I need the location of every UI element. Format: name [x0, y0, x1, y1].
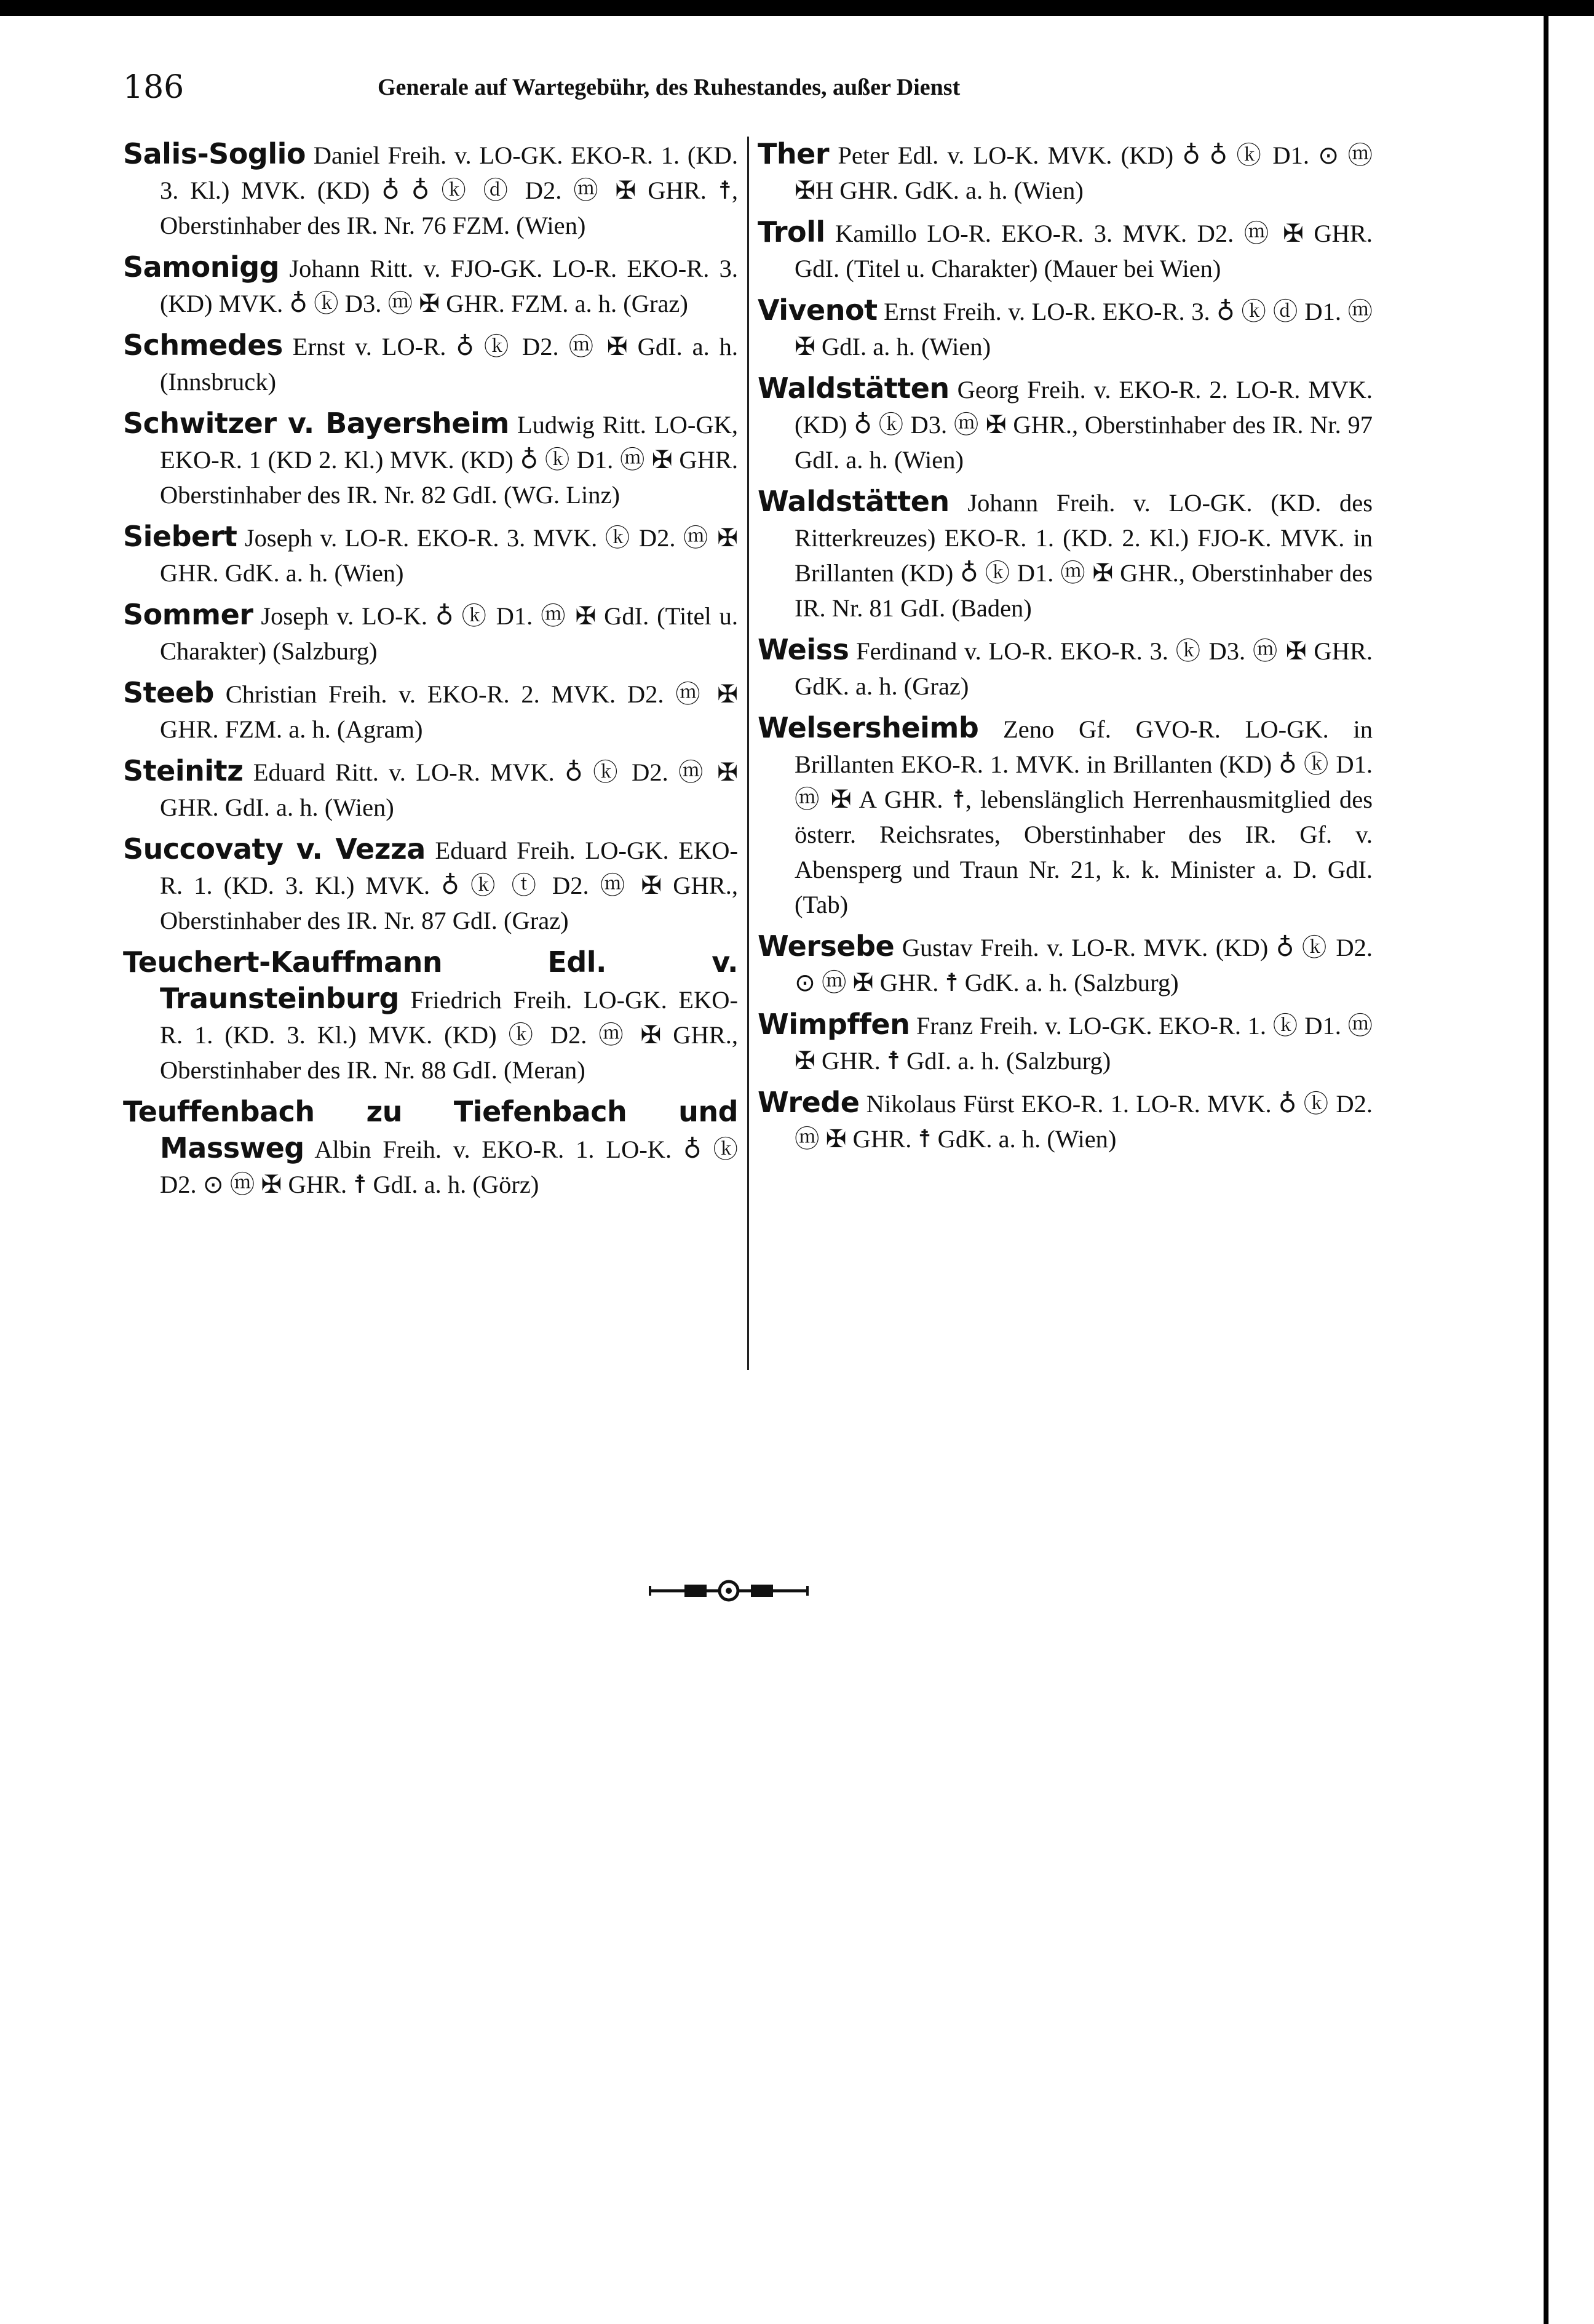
entry-text: Christian Freih. v. EKO-R. 2. MVK. D2. ⓜ ✠ GHR. FZM. a. h. (Agram) — [160, 680, 739, 743]
entry-text: Daniel Freih. v. LO-GK. EKO-R. 1. (KD. 3. Kl.) MVK. (KD) ♁ ♁ ⓚ ⓓ D2. ⓜ ✠ GHR. ☨, Oberstinhaber des IR. Nr. 76 FZM. (Wien) — [160, 141, 739, 239]
end-ornament — [649, 1578, 809, 1603]
list-item — [123, 328, 738, 399]
entry-name: Wrede — [758, 1086, 860, 1119]
list-item — [123, 832, 738, 938]
entry-name: Wimpffen — [758, 1008, 910, 1041]
list-item — [758, 1085, 1373, 1156]
list-item — [123, 945, 738, 1088]
entry-name: Waldstätten — [758, 372, 950, 405]
left-column — [123, 137, 738, 1209]
page-number: 186 — [123, 69, 184, 106]
entry-name: Teuffenbach zu Tiefenbach und Massweg — [123, 1095, 738, 1164]
list-item — [123, 597, 738, 669]
entry-name: Samonigg — [123, 250, 280, 284]
entry-text: Friedrich Freih. LO-GK. EKO-R. 1. (KD. 3. Kl.) MVK. (KD) ⓚ D2. ⓜ ✠ GHR., Oberstinhaber des IR. Nr. 88 GdI. (Meran) — [160, 986, 738, 1084]
scan-border-right — [1544, 0, 1548, 2324]
entry-text: Joseph v. LO-K. ♁ ⓚ D1. ⓜ ✠ GdI. (Titel u. Charakter) (Salzburg) — [160, 602, 738, 665]
entry-text: Ernst v. LO-R. ♁ ⓚ D2. ⓜ ✠ GdI. a. h. (Innsbruck) — [160, 333, 739, 396]
list-item — [758, 215, 1373, 286]
list-item — [758, 484, 1373, 626]
list-item — [758, 293, 1373, 364]
entry-name: Vivenot — [758, 293, 878, 327]
entry-name: Weiss — [758, 633, 849, 666]
entry-text: Johann Ritt. v. FJO-GK. LO-R. EKO-R. 3. (KD) MVK. ♁ ⓚ D3. ⓜ ✠ GHR. FZM. a. h. (Graz) — [160, 255, 738, 317]
entry-name: Ther — [758, 137, 830, 170]
entry-text: Kamillo LO-R. EKO-R. 3. MVK. D2. ⓜ ✠ GHR. GdI. (Titel u. Charakter) (Mauer bei Wien) — [795, 220, 1373, 282]
list-item — [758, 1007, 1373, 1078]
entry-text: Georg Freih. v. EKO-R. 2. LO-R. MVK. (KD) ♁ ⓚ D3. ⓜ ✠ GHR., Oberstinhaber des IR. Nr. 97 GdI. a. h. (Wien) — [795, 376, 1373, 474]
right-column — [758, 137, 1373, 1163]
entry-text: Albin Freih. v. EKO-R. 1. LO-K. ♁ ⓚ D2. ⊙ ⓜ ✠ GHR. ☨ GdI. a. h. (Görz) — [160, 1136, 739, 1198]
list-item — [123, 406, 738, 512]
entry-name: Teuchert-Kauffmann Edl. v. Traunsteinburg — [123, 945, 738, 1015]
list-item — [758, 632, 1373, 704]
entry-text: Ludwig Ritt. LO-GK, EKO-R. 1 (KD 2. Kl.) MVK. (KD) ♁ ⓚ D1. ⓜ ✠ GHR. Oberstinhaber des IR. Nr. 82 GdI. (WG. Linz) — [160, 411, 738, 509]
entry-text: Joseph v. LO-R. EKO-R. 3. MVK. ⓚ D2. ⓜ ✠ GHR. GdK. a. h. (Wien) — [160, 524, 739, 587]
entry-name: Siebert — [123, 520, 237, 553]
list-item — [123, 754, 738, 825]
list-item — [758, 929, 1373, 1000]
entry-text: Ernst Freih. v. LO-R. EKO-R. 3. ♁ ⓚ ⓓ D1. ⓜ ✠ GdI. a. h. (Wien) — [795, 298, 1373, 360]
entry-name: Schmedes — [123, 328, 283, 362]
list-item — [758, 137, 1373, 208]
entry-text: Johann Freih. v. LO-GK. (KD. des Ritterkreuzes) EKO-R. 1. (KD. 2. Kl.) FJO-K. MVK. in Brillanten (KD) ♁ ⓚ D1. ⓜ ✠ GHR., Oberstinhaber des IR. Nr. 81 GdI. (Baden) — [795, 489, 1373, 622]
list-item — [123, 519, 738, 591]
entry-name: Salis-Soglio — [123, 137, 306, 170]
entry-text: Franz Freih. v. LO-GK. EKO-R. 1. ⓚ D1. ⓜ ✠ GHR. ☨ GdI. a. h. (Salzburg) — [795, 1012, 1373, 1075]
column-divider — [747, 137, 749, 1370]
entry-name: Schwitzer v. Bayersheim — [123, 407, 509, 440]
entry-name: Welsersheimb — [758, 711, 979, 744]
list-item — [123, 137, 738, 243]
entry-text: Zeno Gf. GVO-R. LO-GK. in Brillanten EKO-R. 1. MVK. in Brillanten (KD) ♁ ⓚ D1. ⓜ ✠ A GHR. ☨, lebenslänglich Herrenhausmitglied des österr. Reichsrates, Oberstinhaber des IR. Gf. v. Abensperg und Traun Nr. 21, k. k. Minister a. D. GdI. (Tab) — [795, 715, 1373, 918]
entry-name: Sommer — [123, 598, 253, 631]
list-item — [123, 675, 738, 747]
list-item — [123, 250, 738, 321]
entry-text: Gustav Freih. v. LO-R. MVK. (KD) ♁ ⓚ D2. ⊙ ⓜ ✠ GHR. ☨ GdK. a. h. (Salzburg) — [795, 934, 1373, 997]
page-header — [123, 69, 1378, 118]
entry-name: Steeb — [123, 676, 214, 709]
entry-text: Eduard Freih. LO-GK. EKO-R. 1. (KD. 3. Kl.) MVK. ♁ ⓚ ⓣ D2. ⓜ ✠ GHR., Oberstinhaber des IR. Nr. 87 GdI. (Graz) — [160, 837, 738, 934]
entry-text: Ferdinand v. LO-R. EKO-R. 3. ⓚ D3. ⓜ ✠ GHR. GdK. a. h. (Graz) — [795, 637, 1373, 700]
entry-text: Eduard Ritt. v. LO-R. MVK. ♁ ⓚ D2. ⓜ ✠ GHR. GdI. a. h. (Wien) — [160, 758, 739, 821]
entry-text: Peter Edl. v. LO-K. MVK. (KD) ♁ ♁ ⓚ D1. ⊙ ⓜ ✠H GHR. GdK. a. h. (Wien) — [795, 141, 1373, 204]
list-item — [758, 371, 1373, 477]
running-title: Generale auf Wartegebühr, des Ruhestandes, außer Dienst — [378, 74, 961, 100]
entry-name: Steinitz — [123, 754, 244, 787]
entry-name: Succovaty v. Vezza — [123, 832, 426, 866]
entry-name: Wersebe — [758, 929, 895, 963]
entry-name: Troll — [758, 215, 825, 249]
entry-text: Nikolaus Fürst EKO-R. 1. LO-R. MVK. ♁ ⓚ D2. ⓜ ✠ GHR. ☨ GdK. a. h. (Wien) — [795, 1090, 1373, 1153]
scan-border-top — [0, 0, 1594, 16]
list-item — [123, 1094, 738, 1202]
entry-name: Waldstätten — [758, 485, 950, 518]
list-item — [758, 710, 1373, 922]
